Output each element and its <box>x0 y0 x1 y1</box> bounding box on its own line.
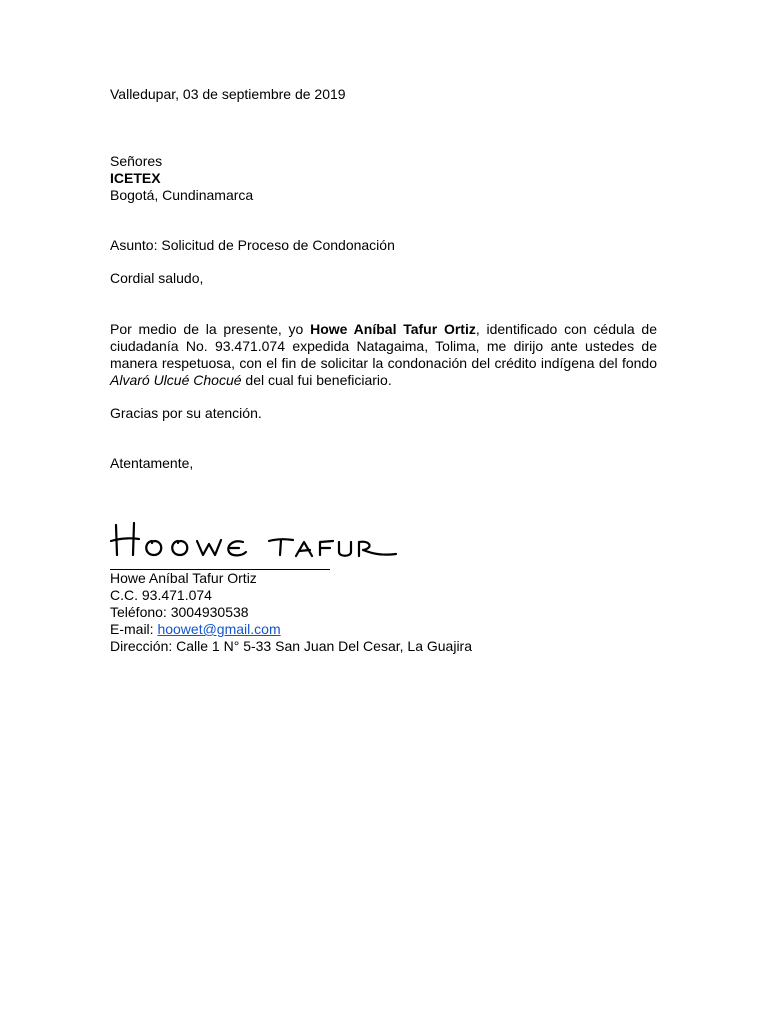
body-text-1: Por medio de la presente, yo <box>110 321 311 337</box>
body-paragraph <box>110 321 657 389</box>
signer-email <box>110 621 281 638</box>
email-link[interactable]: hoowet@gmail.com <box>157 621 281 637</box>
greeting: Cordial saludo, <box>110 270 204 286</box>
handwritten-signature <box>108 515 408 563</box>
thanks: Gracias por su atención. <box>110 405 262 421</box>
signer-id: C.C. 93.471.074 <box>110 587 212 603</box>
recipient-organization: ICETEX <box>110 170 161 186</box>
body-fund-name: Alvaró Ulcué Chocué <box>110 372 242 388</box>
email-label: E-mail: <box>110 621 158 637</box>
signer-name: Howe Aníbal Tafur Ortiz <box>110 570 257 586</box>
signer-phone: Teléfono: 3004930538 <box>110 604 249 620</box>
recipient-city: Bogotá, Cundinamarca <box>110 187 254 203</box>
recipient-salutation: Señores <box>110 153 163 169</box>
place-date: Valledupar, 03 de septiembre de 2019 <box>110 86 346 102</box>
body-author-name: Howe Aníbal Tafur Ortiz <box>310 321 476 337</box>
body-text-2: , identificado con cédula de ciudadanía No. 93.471.074 expedida Natagaima, Tolima, me dirijo ante ustedes de manera respetuosa, con el fin de solicitar la condonación del crédito indígena del fondo <box>110 321 657 371</box>
body-text-3: del cual fui beneficiario. <box>241 372 392 388</box>
subject-line: Asunto: Solicitud de Proceso de Condonación <box>110 237 395 253</box>
signer-address: Dirección: Calle 1 N° 5-33 San Juan Del Cesar, La Guajira <box>110 638 472 654</box>
closing: Atentamente, <box>110 455 194 471</box>
